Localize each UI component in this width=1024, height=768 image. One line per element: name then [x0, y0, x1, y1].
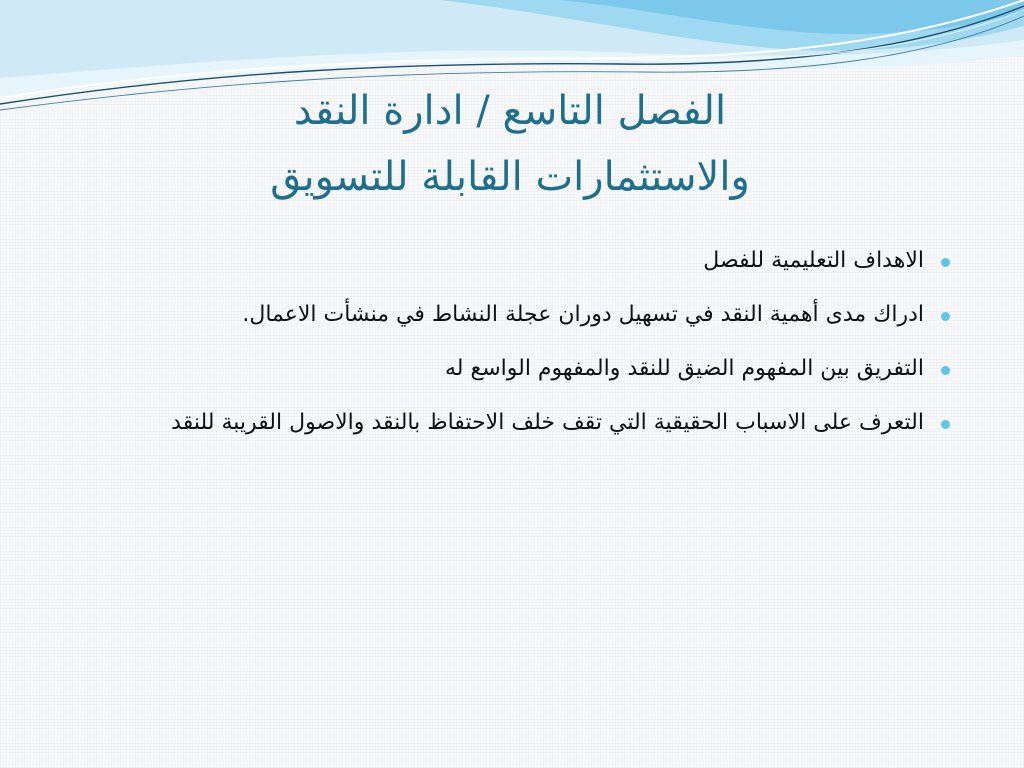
bullet-list: [62, 244, 942, 460]
bullet-dot-icon: [941, 312, 950, 321]
bullet-text: ادراك مدى أهمية النقد في تسهيل دوران عجلة النشاط في منشأت الاعمال.: [242, 302, 924, 327]
bullet-text: التفريق بين المفهوم الضيق للنقد والمفهوم الواسع له: [445, 356, 924, 381]
bullet-item: [62, 406, 942, 440]
bullet-dot-icon: [941, 258, 950, 267]
bullet-dot-icon: [941, 420, 950, 429]
slide-title-line-2: والاستثمارات القابلة للتسويق: [270, 154, 750, 200]
bullet-item: [62, 298, 942, 332]
bullet-item: [62, 244, 942, 278]
bullet-item: [62, 352, 942, 386]
bullet-text: التعرف على الاسباب الحقيقية التي تقف خلف الاحتفاظ بالنقد والاصول القريبة للنقد: [171, 410, 924, 435]
slide-title: [150, 78, 870, 210]
bullet-text: الاهداف التعليمية للفصل: [703, 248, 924, 273]
bullet-dot-icon: [941, 366, 950, 375]
slide-title-line-1: الفصل التاسع / ادارة النقد: [293, 88, 727, 134]
